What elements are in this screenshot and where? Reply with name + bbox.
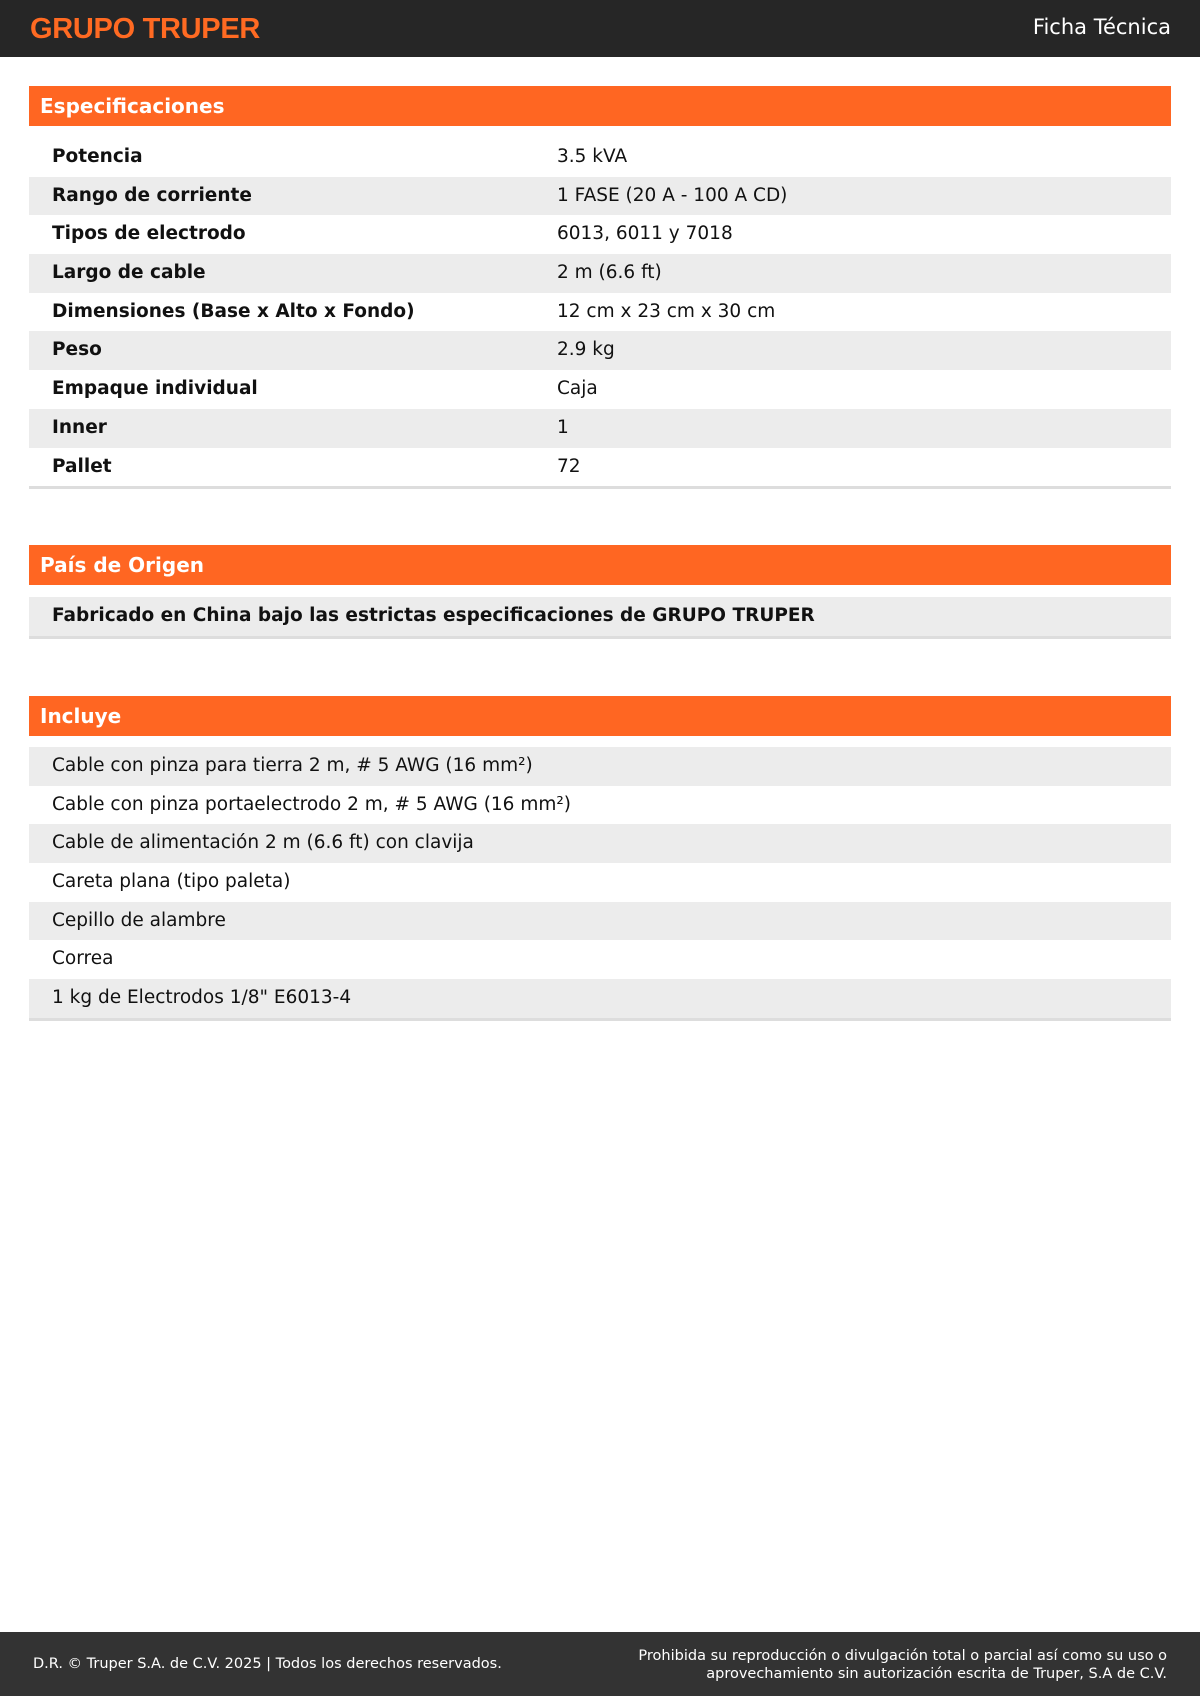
document-title: Ficha Técnica [1032, 15, 1171, 39]
spec-row [29, 215, 1171, 254]
include-item-text: Cable de alimentación 2 m (6.6 ft) con clavija [52, 832, 474, 854]
spec-row [29, 370, 1171, 409]
section-header-includes [29, 696, 1171, 736]
spec-value: 12 cm x 23 cm x 30 cm [557, 300, 776, 322]
list-item [29, 979, 1171, 1018]
spec-label: Peso [52, 339, 102, 361]
include-item-text: Cable con pinza para tierra 2 m, # 5 AWG (16 mm²) [52, 755, 533, 776]
spec-value: 2 m (6.6 ft) [557, 262, 662, 284]
spec-label: Dimensiones (Base x Alto x Fondo) [52, 300, 415, 322]
section-title: Incluye [40, 704, 122, 728]
footer-notice-line: aprovechamiento sin autorización escrita de Truper, S.A de C.V. [706, 1666, 1167, 1682]
include-item-text: Cepillo de alambre [52, 909, 226, 931]
spec-row [29, 177, 1171, 216]
spec-label: Largo de cable [52, 262, 206, 284]
include-item-text: Careta plana (tipo paleta) [52, 871, 291, 893]
spec-value: 3.5 kVA [557, 146, 628, 167]
section-header-specs [29, 86, 1171, 126]
footer-notice-line: Prohibida su reproducción o divulgación total o parcial así como su uso o [638, 1648, 1167, 1664]
spec-value: 1 FASE (20 A - 100 A CD) [557, 184, 788, 206]
origin-row [29, 597, 1171, 636]
origin-block [29, 597, 1171, 639]
spec-label: Tipos de electrodo [52, 223, 246, 245]
section-title: País de Origen [40, 553, 205, 577]
spec-row [29, 254, 1171, 293]
list-item [29, 747, 1171, 786]
include-item-text: Cable con pinza portaelectrodo 2 m, # 5 AWG (16 mm²) [52, 793, 572, 815]
section-header-origin [29, 545, 1171, 585]
origin-text: Fabricado en China bajo las estrictas especificaciones de GRUPO TRUPER [52, 605, 815, 626]
spec-value: 6013, 6011 y 7018 [557, 223, 733, 245]
footer [0, 1632, 1200, 1696]
section-title: Especificaciones [40, 94, 225, 118]
spec-label: Rango de corriente [52, 184, 252, 206]
spec-label: Pallet [52, 455, 112, 477]
list-item [29, 902, 1171, 941]
brand-logo: GRUPO TRUPER [30, 13, 261, 45]
include-item-text: 1 kg de Electrodos 1/8" E6013-4 [52, 987, 352, 1009]
spec-value: 72 [557, 455, 581, 477]
spec-label: Empaque individual [52, 378, 258, 400]
footer-copyright: D.R. © Truper S.A. de C.V. 2025 | Todos los derechos reservados. [33, 1656, 502, 1672]
spec-row [29, 331, 1171, 370]
specs-table [29, 138, 1171, 489]
spec-label: Inner [52, 416, 107, 438]
spec-row [29, 448, 1171, 487]
spec-value: Caja [557, 378, 598, 400]
list-item [29, 786, 1171, 825]
list-item [29, 863, 1171, 902]
includes-list [29, 747, 1171, 1021]
include-item-text: Correa [52, 948, 114, 970]
spec-label: Potencia [52, 146, 143, 167]
list-item [29, 824, 1171, 863]
spec-row [29, 293, 1171, 332]
top-bar [0, 0, 1200, 57]
list-item [29, 940, 1171, 979]
spec-row [29, 409, 1171, 448]
spec-value: 1 [557, 416, 569, 438]
spec-value: 2.9 kg [557, 339, 615, 361]
spec-row [29, 138, 1171, 177]
footer-notice [638, 1647, 1167, 1683]
